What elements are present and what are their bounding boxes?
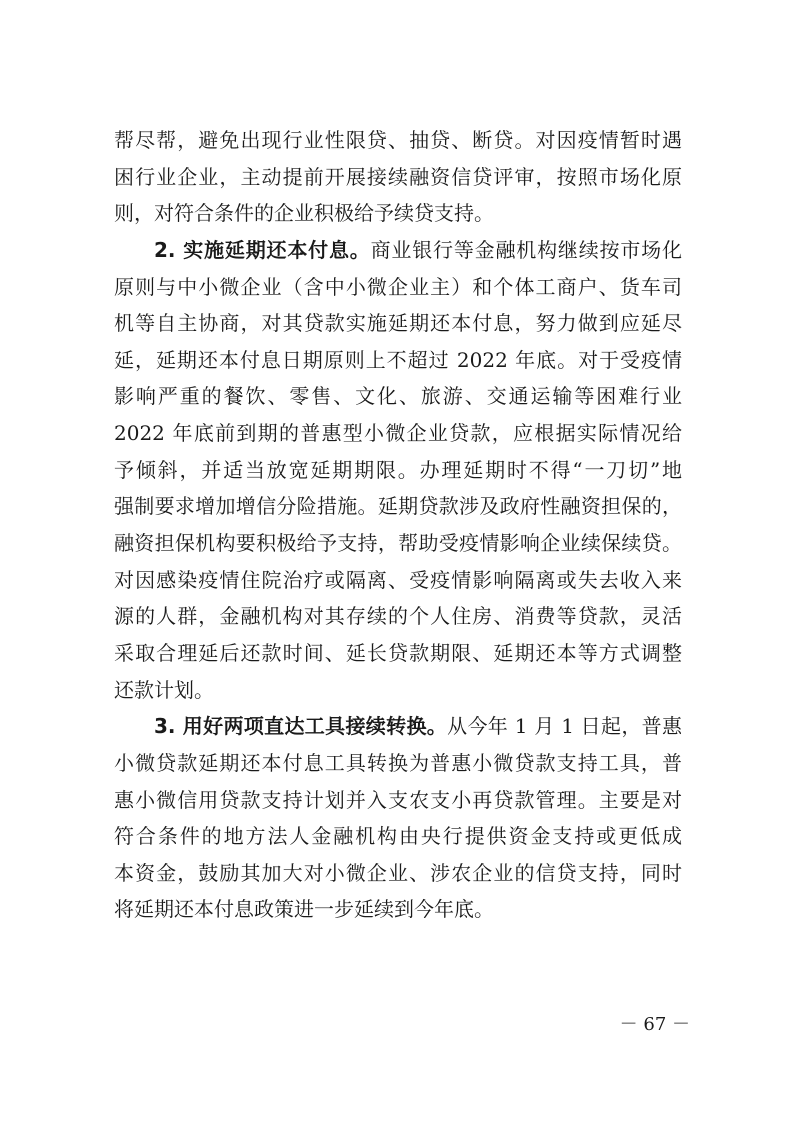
text-line: 予倾斜，并适当放宽延期期限。办理延期时不得“一刀切”地 bbox=[114, 457, 682, 482]
paragraph-first-line bbox=[114, 708, 682, 745]
text-line: 帮尽帮，避免出现行业性限贷、抽贷、断贷。对因疫情暂时遇 bbox=[114, 128, 682, 152]
text-line: 小微贷款延期还本付息工具转换为普惠小微贷款支持工具，普 bbox=[114, 750, 682, 775]
text-line: 对因感染疫情住院治疗或隔离、受疫情影响隔离或失去收入来 bbox=[114, 567, 682, 592]
section-heading: 2. 实施延期还本付息。 bbox=[154, 237, 371, 262]
text-line: 本资金，鼓励其加大对小微企业、涉农企业的信贷支持，同时 bbox=[114, 860, 682, 885]
text-line: 2022 年底前到期的普惠型小微企业贷款，应根据实际情况给 bbox=[114, 421, 682, 446]
page-number: － 67 － bbox=[619, 1014, 690, 1035]
text-line: 影响严重的餐饮、零售、文化、旅游、交通运输等困难行业 bbox=[114, 384, 682, 409]
text-line: 融资担保机构要积极给予支持，帮助受疫情影响企业续保续贷。 bbox=[114, 531, 682, 556]
text-line: 采取合理延后还款时间、延长贷款期限、延期还本等方式调整 bbox=[114, 640, 682, 665]
text-line: 延，延期还本付息日期原则上不超过 2022 年底。对于受疫情 bbox=[114, 347, 682, 372]
text-line: 则，对符合条件的企业积极给予续贷支持。 bbox=[114, 201, 494, 226]
section-heading: 3. 用好两项直达工具接续转换。 bbox=[154, 714, 448, 739]
text-line: 源的人群，金融机构对其存续的个人住房、消费等贷款，灵活 bbox=[114, 604, 682, 629]
text-line: 机等自主协商，对其贷款实施延期还本付息，努力做到应延尽 bbox=[114, 311, 682, 336]
text-line: 还款计划。 bbox=[114, 677, 214, 702]
paragraph-first-line bbox=[114, 232, 682, 269]
text-line: 原则与中小微企业（含中小微企业主）和个体工商户、货车司 bbox=[114, 274, 682, 299]
text-span: 商业银行等金融机构继续按市场化 bbox=[370, 237, 682, 262]
text-line: 符合条件的地方法人金融机构由央行提供资金支持或更低成 bbox=[114, 824, 682, 849]
text-line: 强制要求增加增信分险措施。延期贷款涉及政府性融资担保的， bbox=[114, 494, 682, 519]
text-line: 将延期还本付息政策进一步延续到今年底。 bbox=[114, 897, 494, 922]
text-line: 惠小微信用贷款支持计划并入支农支小再贷款管理。主要是对 bbox=[114, 787, 682, 812]
body-text bbox=[114, 122, 682, 928]
text-span: 从今年 1 月 1 日起，普惠 bbox=[447, 714, 682, 739]
text-line: 困行业企业，主动提前开展接续融资信贷评审，按照市场化原 bbox=[114, 164, 682, 189]
